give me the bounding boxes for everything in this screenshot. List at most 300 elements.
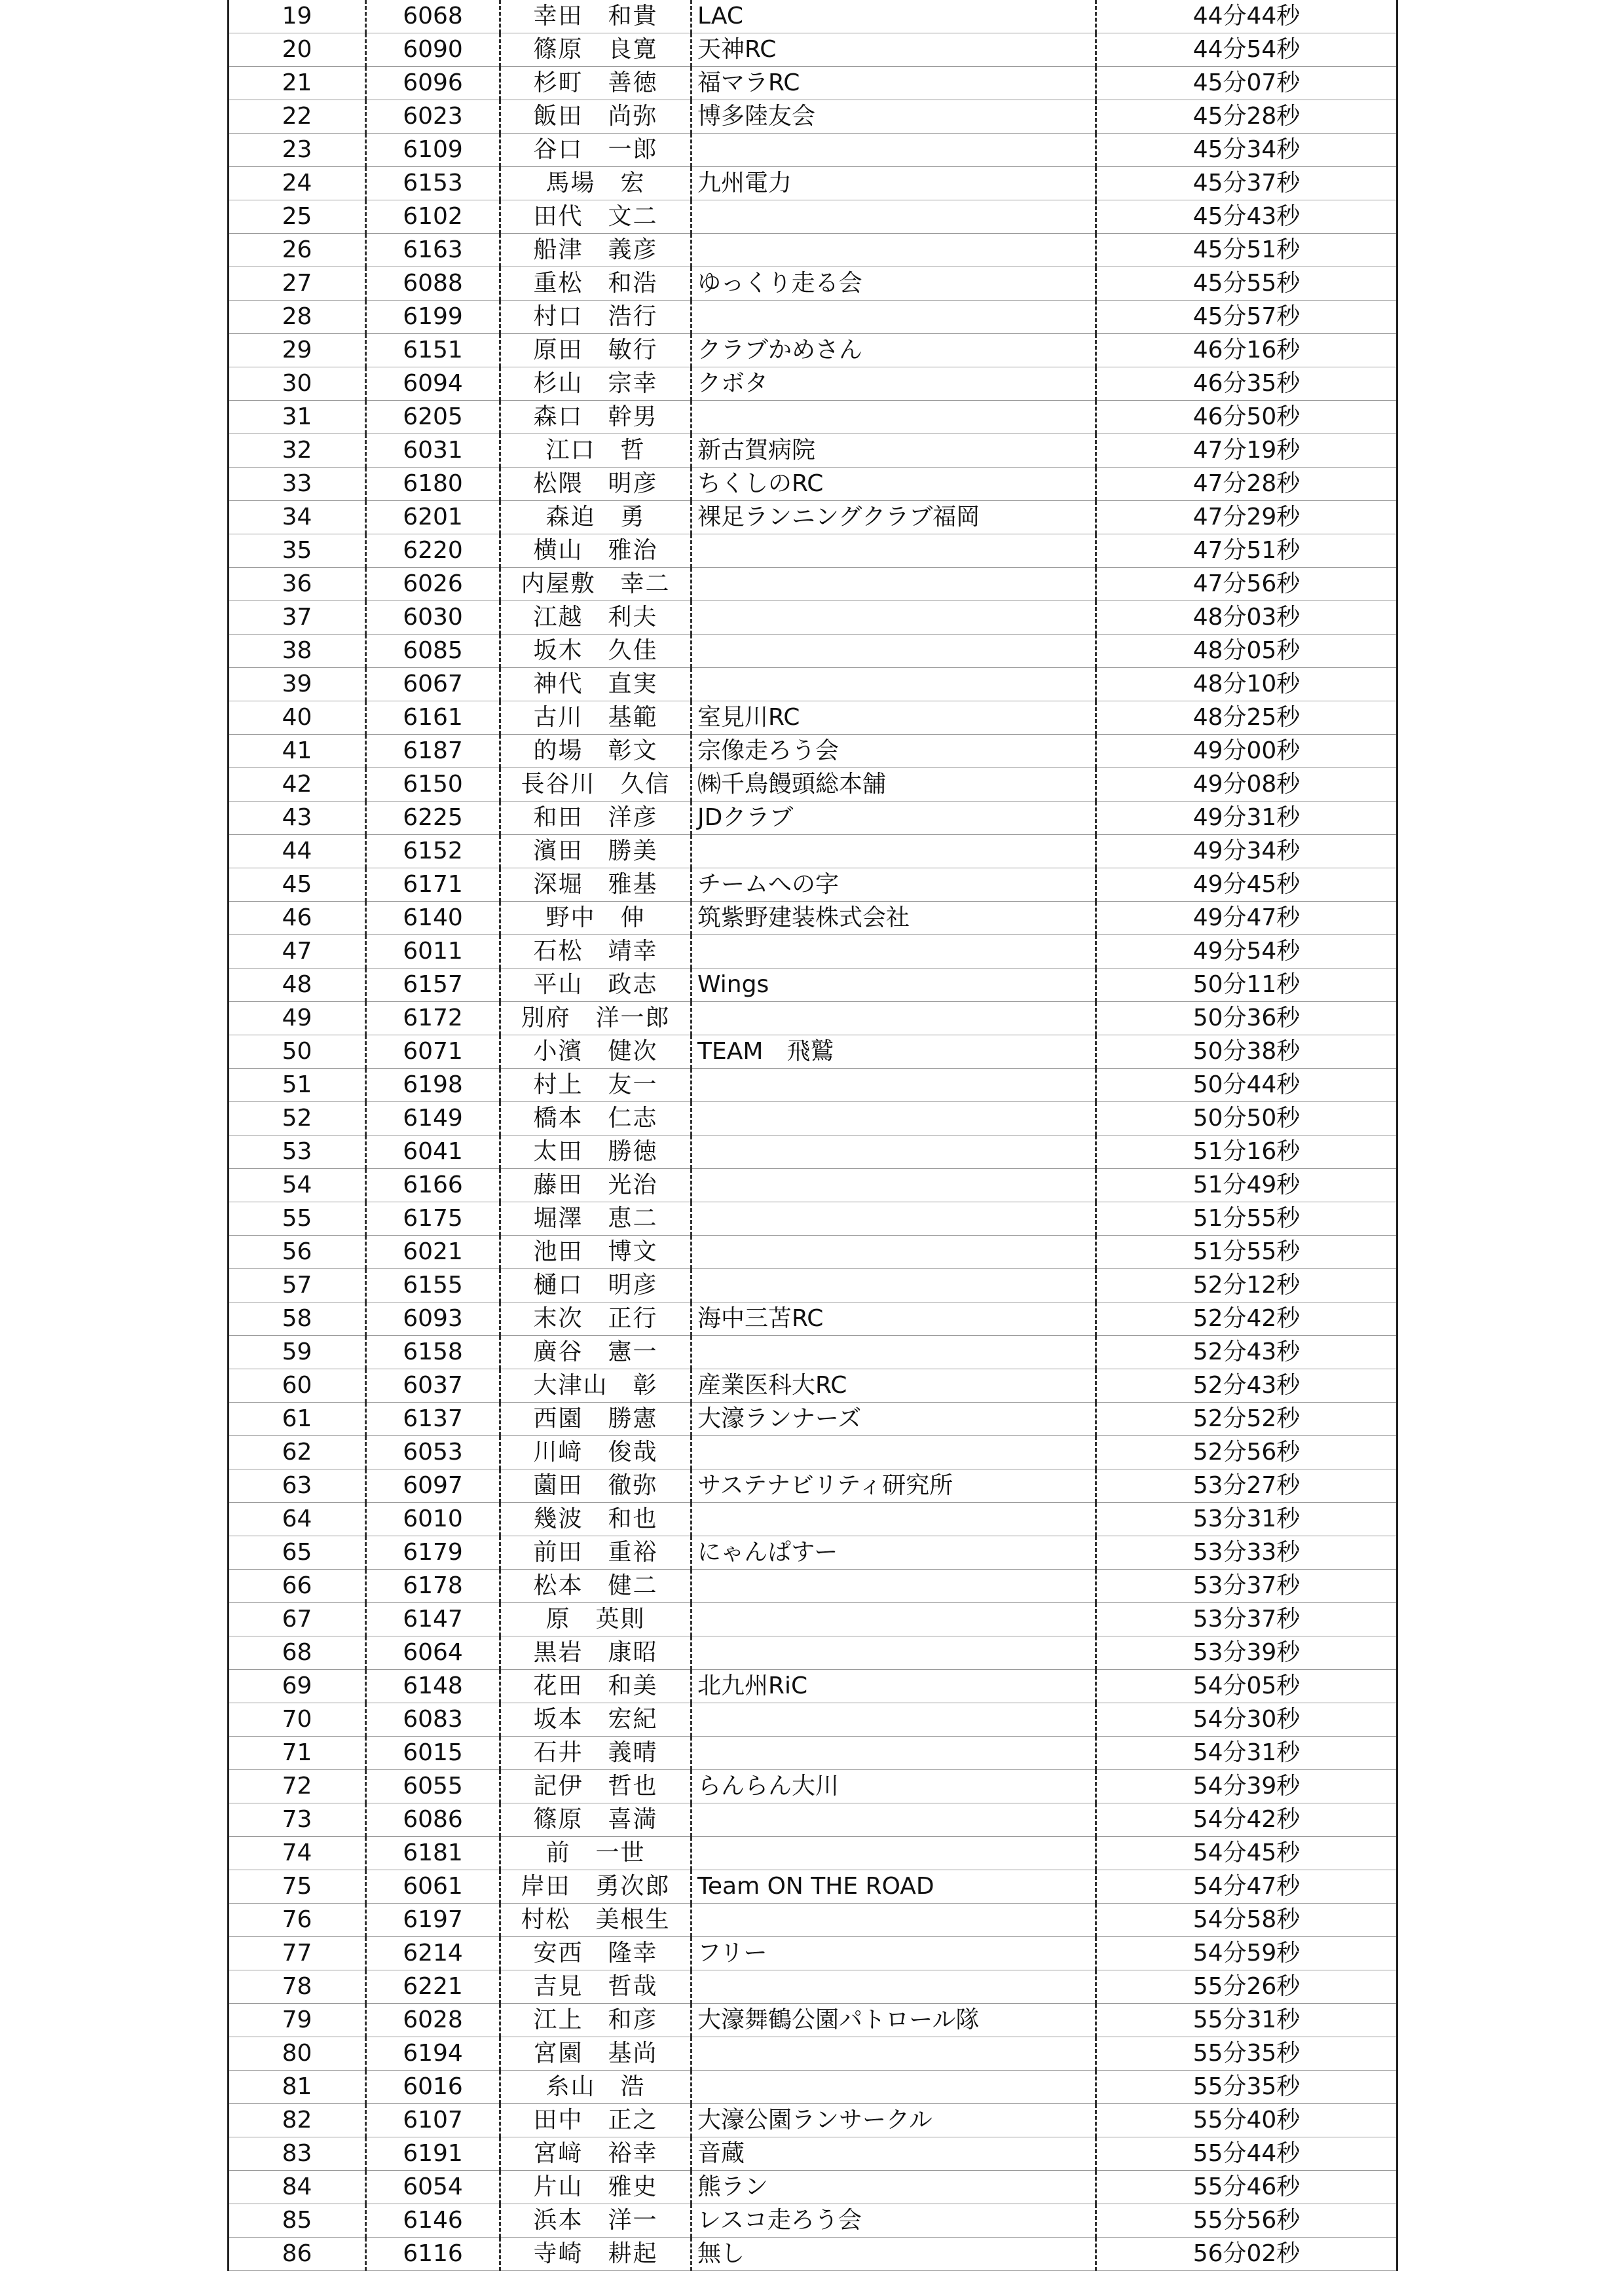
rank-cell: 86 — [229, 2238, 366, 2271]
rank-cell: 57 — [229, 1269, 366, 1302]
bib-number-cell: 6010 — [366, 1503, 500, 1536]
club-name-cell — [692, 1169, 1096, 1202]
table-row — [229, 468, 1397, 501]
rank-cell: 58 — [229, 1302, 366, 1336]
table-row — [229, 2104, 1397, 2137]
table-row — [229, 601, 1397, 635]
club-name-cell — [692, 1803, 1096, 1837]
finish-time-cell: 55分31秒 — [1096, 2004, 1397, 2037]
runner-name-cell: 森口 幹男 — [500, 401, 692, 434]
finish-time-cell: 46分16秒 — [1096, 334, 1397, 367]
runner-name-cell: 船津 義彦 — [500, 234, 692, 267]
runner-name-cell: 橋本 仁志 — [500, 1102, 692, 1136]
finish-time-cell: 49分45秒 — [1096, 868, 1397, 902]
bib-number-cell: 6028 — [366, 2004, 500, 2037]
finish-time-cell: 50分38秒 — [1096, 1035, 1397, 1069]
finish-time-cell: 50分11秒 — [1096, 969, 1397, 1002]
table-row — [229, 67, 1397, 100]
club-name-cell — [692, 1737, 1096, 1770]
bib-number-cell: 6054 — [366, 2171, 500, 2204]
bib-number-cell: 6205 — [366, 401, 500, 434]
rank-cell: 70 — [229, 1703, 366, 1737]
club-name-cell — [692, 1336, 1096, 1369]
finish-time-cell: 50分36秒 — [1096, 1002, 1397, 1035]
finish-time-cell: 47分56秒 — [1096, 568, 1397, 601]
bib-number-cell: 6090 — [366, 33, 500, 67]
finish-time-cell: 49分08秒 — [1096, 768, 1397, 802]
finish-time-cell: 56分02秒 — [1096, 2238, 1397, 2271]
table-row — [229, 835, 1397, 868]
runner-name-cell: 坂木 久佳 — [500, 635, 692, 668]
runner-name-cell: 川﨑 俊哉 — [500, 1436, 692, 1469]
bib-number-cell: 6093 — [366, 1302, 500, 1336]
finish-time-cell: 55分40秒 — [1096, 2104, 1397, 2137]
rank-cell: 76 — [229, 1904, 366, 1937]
rank-cell: 34 — [229, 501, 366, 534]
rank-cell: 78 — [229, 1970, 366, 2004]
finish-time-cell: 45分28秒 — [1096, 100, 1397, 134]
finish-time-cell: 55分26秒 — [1096, 1970, 1397, 2004]
runner-name-cell: 石井 義晴 — [500, 1737, 692, 1770]
table-row — [229, 1970, 1397, 2004]
bib-number-cell: 6152 — [366, 835, 500, 868]
rank-cell: 63 — [229, 1469, 366, 1503]
finish-time-cell: 55分46秒 — [1096, 2171, 1397, 2204]
runner-name-cell: 濱田 勝美 — [500, 835, 692, 868]
runner-name-cell: 記伊 哲也 — [500, 1770, 692, 1803]
runner-name-cell: 江口 哲 — [500, 434, 692, 468]
finish-time-cell: 45分07秒 — [1096, 67, 1397, 100]
table-row — [229, 1469, 1397, 1503]
table-row — [229, 1002, 1397, 1035]
runner-name-cell: 馬場 宏 — [500, 167, 692, 200]
rank-cell: 29 — [229, 334, 366, 367]
finish-time-cell: 49分00秒 — [1096, 735, 1397, 768]
club-name-cell — [692, 935, 1096, 969]
finish-time-cell: 50分50秒 — [1096, 1102, 1397, 1136]
rank-cell: 38 — [229, 635, 366, 668]
runner-name-cell: 糸山 浩 — [500, 2071, 692, 2104]
club-name-cell: 大濠ランナーズ — [692, 1403, 1096, 1436]
club-name-cell — [692, 1269, 1096, 1302]
runner-name-cell: 篠原 喜満 — [500, 1803, 692, 1837]
bib-number-cell: 6151 — [366, 334, 500, 367]
table-row — [229, 301, 1397, 334]
runner-name-cell: 原田 敏行 — [500, 334, 692, 367]
rank-cell: 71 — [229, 1737, 366, 1770]
runner-name-cell: 内屋敷 幸二 — [500, 568, 692, 601]
table-row — [229, 1035, 1397, 1069]
club-name-cell: 天神RC — [692, 33, 1096, 67]
club-name-cell — [692, 635, 1096, 668]
table-row — [229, 1302, 1397, 1336]
bib-number-cell: 6225 — [366, 802, 500, 835]
rank-cell: 33 — [229, 468, 366, 501]
bib-number-cell: 6053 — [366, 1436, 500, 1469]
table-row — [229, 1803, 1397, 1837]
finish-time-cell: 48分10秒 — [1096, 668, 1397, 701]
table-row — [229, 1236, 1397, 1269]
table-row — [229, 1670, 1397, 1703]
club-name-cell — [692, 1837, 1096, 1870]
table-row — [229, 534, 1397, 568]
runner-name-cell: 藤田 光治 — [500, 1169, 692, 1202]
rank-cell: 55 — [229, 1202, 366, 1236]
runner-name-cell: 深堀 雅基 — [500, 868, 692, 902]
bib-number-cell: 6146 — [366, 2204, 500, 2238]
bib-number-cell: 6023 — [366, 100, 500, 134]
runner-name-cell: 森迫 勇 — [500, 501, 692, 534]
table-row — [229, 1269, 1397, 1302]
runner-name-cell: 幾波 和也 — [500, 1503, 692, 1536]
rank-cell: 83 — [229, 2137, 366, 2171]
runner-name-cell: 神代 直実 — [500, 668, 692, 701]
runner-name-cell: 樋口 明彦 — [500, 1269, 692, 1302]
runner-name-cell: 飯田 尚弥 — [500, 100, 692, 134]
bib-number-cell: 6086 — [366, 1803, 500, 1837]
rank-cell: 37 — [229, 601, 366, 635]
runner-name-cell: 和田 洋彦 — [500, 802, 692, 835]
bib-number-cell: 6026 — [366, 568, 500, 601]
runner-name-cell: 黒岩 康昭 — [500, 1636, 692, 1670]
runner-name-cell: 横山 雅治 — [500, 534, 692, 568]
finish-time-cell: 54分05秒 — [1096, 1670, 1397, 1703]
table-row — [229, 2071, 1397, 2104]
bib-number-cell: 6068 — [366, 0, 500, 33]
runner-name-cell: 篠原 良寛 — [500, 33, 692, 67]
finish-time-cell: 54分30秒 — [1096, 1703, 1397, 1737]
finish-time-cell: 53分31秒 — [1096, 1503, 1397, 1536]
bib-number-cell: 6199 — [366, 301, 500, 334]
runner-name-cell: 太田 勝徳 — [500, 1136, 692, 1169]
finish-time-cell: 53分33秒 — [1096, 1536, 1397, 1570]
rank-cell: 47 — [229, 935, 366, 969]
rank-cell: 77 — [229, 1937, 366, 1970]
bib-number-cell: 6137 — [366, 1403, 500, 1436]
club-name-cell — [692, 534, 1096, 568]
club-name-cell: 裸足ランニングクラブ福岡 — [692, 501, 1096, 534]
table-row — [229, 802, 1397, 835]
club-name-cell: ㈱千鳥饅頭総本舗 — [692, 768, 1096, 802]
bib-number-cell: 6214 — [366, 1937, 500, 1970]
club-name-cell: レスコ走ろう会 — [692, 2204, 1096, 2238]
bib-number-cell: 6071 — [366, 1035, 500, 1069]
bib-number-cell: 6147 — [366, 1603, 500, 1636]
rank-cell: 56 — [229, 1236, 366, 1269]
finish-time-cell: 49分47秒 — [1096, 902, 1397, 935]
rank-cell: 82 — [229, 2104, 366, 2137]
club-name-cell — [692, 134, 1096, 167]
table-row — [229, 2004, 1397, 2037]
table-row — [229, 2238, 1397, 2271]
club-name-cell — [692, 200, 1096, 234]
bib-number-cell: 6180 — [366, 468, 500, 501]
runner-name-cell: 幸田 和貴 — [500, 0, 692, 33]
rank-cell: 28 — [229, 301, 366, 334]
finish-time-cell: 45分55秒 — [1096, 267, 1397, 301]
club-name-cell: 室見川RC — [692, 701, 1096, 735]
bib-number-cell: 6083 — [366, 1703, 500, 1737]
club-name-cell — [692, 234, 1096, 267]
finish-time-cell: 51分55秒 — [1096, 1202, 1397, 1236]
finish-time-cell: 52分42秒 — [1096, 1302, 1397, 1336]
rank-cell: 23 — [229, 134, 366, 167]
bib-number-cell: 6067 — [366, 668, 500, 701]
finish-time-cell: 50分44秒 — [1096, 1069, 1397, 1102]
rank-cell: 45 — [229, 868, 366, 902]
club-name-cell — [692, 835, 1096, 868]
finish-time-cell: 52分43秒 — [1096, 1336, 1397, 1369]
bib-number-cell: 6016 — [366, 2071, 500, 2104]
bib-number-cell: 6085 — [366, 635, 500, 668]
club-name-cell: 産業医科大RC — [692, 1369, 1096, 1403]
bib-number-cell: 6055 — [366, 1770, 500, 1803]
club-name-cell — [692, 1202, 1096, 1236]
club-name-cell: JDクラブ — [692, 802, 1096, 835]
rank-cell: 42 — [229, 768, 366, 802]
club-name-cell — [692, 1703, 1096, 1737]
rank-cell: 80 — [229, 2037, 366, 2071]
runner-name-cell: 前田 重裕 — [500, 1536, 692, 1570]
finish-time-cell: 45分57秒 — [1096, 301, 1397, 334]
club-name-cell — [692, 568, 1096, 601]
table-row — [229, 501, 1397, 534]
table-row — [229, 935, 1397, 969]
runner-name-cell: 村松 美根生 — [500, 1904, 692, 1937]
bib-number-cell: 6011 — [366, 935, 500, 969]
bib-number-cell: 6187 — [366, 735, 500, 768]
table-row — [229, 2137, 1397, 2171]
club-name-cell: 大濠公園ランサークル — [692, 2104, 1096, 2137]
club-name-cell — [692, 1236, 1096, 1269]
finish-time-cell: 51分49秒 — [1096, 1169, 1397, 1202]
table-row — [229, 1336, 1397, 1369]
rank-cell: 43 — [229, 802, 366, 835]
runner-name-cell: 寺崎 耕起 — [500, 2238, 692, 2271]
rank-cell: 39 — [229, 668, 366, 701]
club-name-cell: 北九州RiC — [692, 1670, 1096, 1703]
club-name-cell — [692, 301, 1096, 334]
club-name-cell: クラブかめさん — [692, 334, 1096, 367]
results-table — [227, 0, 1398, 2271]
table-row — [229, 735, 1397, 768]
rank-cell: 40 — [229, 701, 366, 735]
finish-time-cell: 55分44秒 — [1096, 2137, 1397, 2171]
club-name-cell: Team ON THE ROAD — [692, 1870, 1096, 1904]
table-row — [229, 969, 1397, 1002]
club-name-cell: サステナビリティ研究所 — [692, 1469, 1096, 1503]
finish-time-cell: 47分19秒 — [1096, 434, 1397, 468]
club-name-cell: らんらん大川 — [692, 1770, 1096, 1803]
runner-name-cell: 末次 正行 — [500, 1302, 692, 1336]
finish-time-cell: 55分56秒 — [1096, 2204, 1397, 2238]
finish-time-cell: 51分16秒 — [1096, 1136, 1397, 1169]
bib-number-cell: 6191 — [366, 2137, 500, 2171]
club-name-cell: クボタ — [692, 367, 1096, 401]
table-row — [229, 1536, 1397, 1570]
table-row — [229, 334, 1397, 367]
rank-cell: 41 — [229, 735, 366, 768]
bib-number-cell: 6109 — [366, 134, 500, 167]
club-name-cell: ちくしのRC — [692, 468, 1096, 501]
bib-number-cell: 6102 — [366, 200, 500, 234]
club-name-cell: 音蔵 — [692, 2137, 1096, 2171]
table-row — [229, 401, 1397, 434]
table-row — [229, 1403, 1397, 1436]
runner-name-cell: 重松 和浩 — [500, 267, 692, 301]
club-name-cell: Wings — [692, 969, 1096, 1002]
rank-cell: 69 — [229, 1670, 366, 1703]
finish-time-cell: 55分35秒 — [1096, 2037, 1397, 2071]
table-row — [229, 868, 1397, 902]
rank-cell: 59 — [229, 1336, 366, 1369]
runner-name-cell: 江上 和彦 — [500, 2004, 692, 2037]
rank-cell: 62 — [229, 1436, 366, 1469]
finish-time-cell: 46分35秒 — [1096, 367, 1397, 401]
finish-time-cell: 52分12秒 — [1096, 1269, 1397, 1302]
runner-name-cell: 小濱 健次 — [500, 1035, 692, 1069]
rank-cell: 19 — [229, 0, 366, 33]
rank-cell: 44 — [229, 835, 366, 868]
table-row — [229, 1904, 1397, 1937]
table-row — [229, 768, 1397, 802]
finish-time-cell: 52分43秒 — [1096, 1369, 1397, 1403]
finish-time-cell: 54分47秒 — [1096, 1870, 1397, 1904]
table-row — [229, 701, 1397, 735]
finish-time-cell: 48分25秒 — [1096, 701, 1397, 735]
rank-cell: 64 — [229, 1503, 366, 1536]
runner-name-cell: 江越 利夫 — [500, 601, 692, 635]
table-row — [229, 2037, 1397, 2071]
runner-name-cell: 吉見 哲哉 — [500, 1970, 692, 2004]
table-row — [229, 1937, 1397, 1970]
bib-number-cell: 6155 — [366, 1269, 500, 1302]
club-name-cell — [692, 1904, 1096, 1937]
table-row — [229, 267, 1397, 301]
table-row — [229, 1870, 1397, 1904]
rank-cell: 27 — [229, 267, 366, 301]
club-name-cell — [692, 1436, 1096, 1469]
bib-number-cell: 6031 — [366, 434, 500, 468]
bib-number-cell: 6175 — [366, 1202, 500, 1236]
table-row — [229, 2204, 1397, 2238]
club-name-cell — [692, 2037, 1096, 2071]
club-name-cell: 博多陸友会 — [692, 100, 1096, 134]
finish-time-cell: 54分59秒 — [1096, 1937, 1397, 1970]
rank-cell: 73 — [229, 1803, 366, 1837]
table-row — [229, 33, 1397, 67]
runner-name-cell: 廣谷 憲一 — [500, 1336, 692, 1369]
finish-time-cell: 47分51秒 — [1096, 534, 1397, 568]
runner-name-cell: 田代 文二 — [500, 200, 692, 234]
table-row — [229, 1570, 1397, 1603]
finish-time-cell: 54分58秒 — [1096, 1904, 1397, 1937]
results-body — [229, 0, 1397, 2271]
bib-number-cell: 6097 — [366, 1469, 500, 1503]
runner-name-cell: 安西 隆幸 — [500, 1937, 692, 1970]
rank-cell: 54 — [229, 1169, 366, 1202]
rank-cell: 48 — [229, 969, 366, 1002]
finish-time-cell: 49分34秒 — [1096, 835, 1397, 868]
table-row — [229, 1837, 1397, 1870]
rank-cell: 85 — [229, 2204, 366, 2238]
bib-number-cell: 6181 — [366, 1837, 500, 1870]
runner-name-cell: 別府 洋一郎 — [500, 1002, 692, 1035]
bib-number-cell: 6157 — [366, 969, 500, 1002]
club-name-cell: 九州電力 — [692, 167, 1096, 200]
rank-cell: 31 — [229, 401, 366, 434]
runner-name-cell: 的場 彰文 — [500, 735, 692, 768]
rank-cell: 24 — [229, 167, 366, 200]
bib-number-cell: 6107 — [366, 2104, 500, 2137]
rank-cell: 32 — [229, 434, 366, 468]
finish-time-cell: 55分35秒 — [1096, 2071, 1397, 2104]
club-name-cell — [692, 1102, 1096, 1136]
runner-name-cell: 古川 基範 — [500, 701, 692, 735]
finish-time-cell: 48分03秒 — [1096, 601, 1397, 635]
finish-time-cell: 44分44秒 — [1096, 0, 1397, 33]
club-name-cell: 福マラRC — [692, 67, 1096, 100]
bib-number-cell: 6150 — [366, 768, 500, 802]
club-name-cell — [692, 1603, 1096, 1636]
runner-name-cell: 前 一世 — [500, 1837, 692, 1870]
bib-number-cell: 6201 — [366, 501, 500, 534]
runner-name-cell: 杉山 宗幸 — [500, 367, 692, 401]
runner-name-cell: 坂本 宏紀 — [500, 1703, 692, 1737]
table-row — [229, 2171, 1397, 2204]
finish-time-cell: 53分39秒 — [1096, 1636, 1397, 1670]
rank-cell: 53 — [229, 1136, 366, 1169]
table-row — [229, 1169, 1397, 1202]
club-name-cell — [692, 1636, 1096, 1670]
rank-cell: 75 — [229, 1870, 366, 1904]
club-name-cell — [692, 1970, 1096, 2004]
club-name-cell — [692, 2071, 1096, 2104]
finish-time-cell: 49分54秒 — [1096, 935, 1397, 969]
table-row — [229, 234, 1397, 267]
bib-number-cell: 6096 — [366, 67, 500, 100]
finish-time-cell: 53分37秒 — [1096, 1570, 1397, 1603]
table-row — [229, 1603, 1397, 1636]
table-row — [229, 1136, 1397, 1169]
club-name-cell — [692, 668, 1096, 701]
bib-number-cell: 6179 — [366, 1536, 500, 1570]
club-name-cell: 海中三苫RC — [692, 1302, 1096, 1336]
bib-number-cell: 6116 — [366, 2238, 500, 2271]
bib-number-cell: 6171 — [366, 868, 500, 902]
table-row — [229, 1069, 1397, 1102]
club-name-cell — [692, 601, 1096, 635]
bib-number-cell: 6172 — [366, 1002, 500, 1035]
club-name-cell: ゆっくり走る会 — [692, 267, 1096, 301]
finish-time-cell: 46分50秒 — [1096, 401, 1397, 434]
runner-name-cell: 花田 和美 — [500, 1670, 692, 1703]
bib-number-cell: 6094 — [366, 367, 500, 401]
finish-time-cell: 51分55秒 — [1096, 1236, 1397, 1269]
table-row — [229, 134, 1397, 167]
bib-number-cell: 6140 — [366, 902, 500, 935]
bib-number-cell: 6148 — [366, 1670, 500, 1703]
club-name-cell: LAC — [692, 0, 1096, 33]
bib-number-cell: 6158 — [366, 1336, 500, 1369]
bib-number-cell: 6088 — [366, 267, 500, 301]
club-name-cell: 大濠舞鶴公園パトロール隊 — [692, 2004, 1096, 2037]
rank-cell: 26 — [229, 234, 366, 267]
table-row — [229, 1436, 1397, 1469]
table-row — [229, 0, 1397, 33]
bib-number-cell: 6178 — [366, 1570, 500, 1603]
finish-time-cell: 45分37秒 — [1096, 167, 1397, 200]
